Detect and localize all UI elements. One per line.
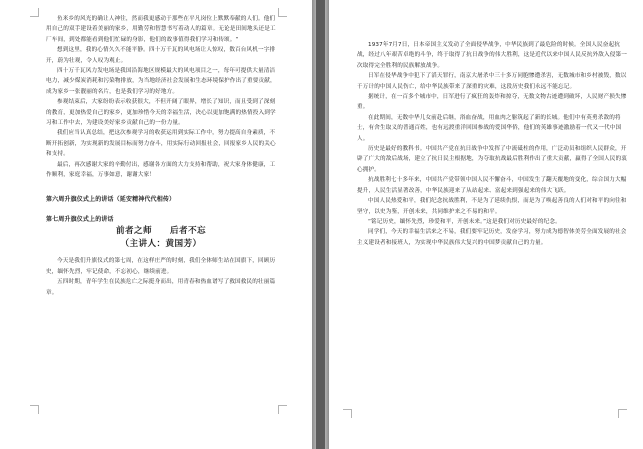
body-paragraph: 在此期间，无数中华儿女前赴后继，浴血奋战，用血肉之躯筑起了新的长城。他们中有英勇杀敌的将士，有舍生取义的普通百姓，也有远渡重洋回国参战的爱国华侨，他们的英雄事迹激励着一代又一代中国人。 <box>357 114 622 142</box>
body-paragraph: 抗战胜利七十多年来，中国共产党带领中国人民不懈奋斗，中国发生了翻天覆地的变化，综合国力大幅提升，人民生活显著改善，中华民族迎来了从站起来、富起来到强起来的伟大飞跃。 <box>357 177 627 194</box>
body-paragraph: 中国人民热爱和平，我们纪念抗战胜利，不是为了延续仇恨，而是为了唤起善良的人们对和平的向往和坚守，以史为鉴，开创未来，共同维护来之不易的和平。 <box>357 198 627 215</box>
page-corner-mark <box>278 405 287 414</box>
body-paragraph: “铭记历史，缅怀先烈，珍爱和平，开创未来。”这是我们对历史最好的纪念。 <box>368 218 561 225</box>
body-paragraph: 日军在侵华战争中犯下了滔天罪行，南京大屠杀中三十多万同胞惨遭杀害，无数城市和乡村被毁，数以千万计的中国人民伤亡，给中华民族带来了深重的灾难，这段历史我们永远不能忘记。 <box>357 73 627 90</box>
body-paragraph: 1937年7月7日，日本帝国主义发动了全面侵华战争，中华民族到了最危险的时候。全国人民奋起抗战，经过八年艰苦卓绝的斗争，终于取得了抗日战争的伟大胜利，这是近代以来中国人民反抗外敌入侵第一次取得完全胜利的民族解放战争。 <box>357 42 627 69</box>
section-heading: 第六周升旗仪式上的讲话（延安精神代代相传） <box>46 195 176 203</box>
page-corner-mark <box>618 409 627 418</box>
right-page <box>329 0 643 449</box>
body-paragraph: 鱼米乡的风光的确让人神往，然而我更感动于那些在平凡岗位上默默奉献的人们。他们用自己的双手建设着美丽的家乡，用勤劳和智慧书写着动人的篇章。无论是田间地头还是工厂车间，到处都能看到他们忙碌的身影，他们的故事值得我们学习和传颂。“ <box>46 16 276 43</box>
body-paragraph: 参观结束后，大家纷纷表示收获很大，不但开阔了眼界，增长了知识，而且受到了深刻的教育，更加热爱自己的家乡，更加珍惜今天的幸福生活，决心以更加饱满的热情投入到学习和工作中去，为建设美好家乡贡献自己的一份力量。 <box>46 99 276 127</box>
body-paragraph: 最后，再次感谢大家的辛勤付出，感谢各方面的大力支持和帮助，祝大家身体健康，工作顺利，家庭幸福，万事如意，谢谢大家！ <box>46 161 276 179</box>
article-title-part: 前者之师 <box>116 226 152 237</box>
body-paragraph: 今天是我们升旗仪式的第七周，在这样庄严的时刻，我们全体师生站在国旗下，回顾历史，缅怀先烈，牢记使命，不忘初心，继续前进。 <box>46 258 276 275</box>
page-corner-mark <box>30 8 39 17</box>
page-corner-mark <box>278 8 287 17</box>
body-paragraph: 五四时期，青年学生在民族危亡之际挺身而出，用青春和热血谱写了救国救民的壮丽篇章。 <box>46 279 276 296</box>
body-paragraph: 我们应当认真总结，把这次参观学习的收获运用到实际工作中，努力提高自身素质，不断开拓创新，为实现新的发展目标而努力奋斗，用实际行动回报社会，回报家乡人民的关心和支持。 <box>46 130 276 158</box>
page-gutter <box>312 0 329 449</box>
right-page-text <box>357 40 629 248</box>
left-page <box>0 0 312 449</box>
page-corner-mark <box>343 409 352 418</box>
page-separator <box>316 0 325 449</box>
body-paragraph: 四十万千瓦风力发电场是我国沿海地区规模最大的风电项目之一，每年可提供大量清洁电力，减少煤炭消耗和污染物排放，为当地经济社会发展和生态环境保护作出了重要贡献，成为家乡一张靓丽的名片，也是我们学习的好地方。 <box>46 68 276 95</box>
body-paragraph: 历史是最好的教科书。中国共产党在抗日战争中发挥了中流砥柱的作用，广泛动员和组织人民群众，开辟了广大的敌后战场，建立了抗日民主根据地，为夺取抗战最后胜利作出了重大贡献，赢得了全国人民的衷心拥护。 <box>357 146 627 173</box>
article-title-part: 后者不忘 <box>170 226 206 237</box>
page-corner-mark <box>30 405 39 414</box>
body-paragraph: 据统计，在一百多个城市中，日军进行了疯狂的轰炸和掠夺，无数文物古迹遭到破坏，人民财产损失惨重。 <box>357 94 627 111</box>
section-heading: 第七周升旗仪式上的讲话 <box>46 215 114 223</box>
body-paragraph: 同学们，今天的幸福生活来之不易，我们要牢记历史，发奋学习，努力成为德智体美劳全面发展的社会主义建设者和接班人，为实现中华民族伟大复兴的中国梦贡献自己的力量。 <box>357 229 627 246</box>
speaker-line: （主讲人：黄国芳） <box>120 239 202 250</box>
body-paragraph: 想到这里，我的心情久久不能平静。四十万千瓦的风电场让人惊叹，数百台风机一字排开，蔚为壮观，令人叹为观止。 <box>46 47 276 64</box>
article-title <box>46 225 276 238</box>
left-page-text <box>46 14 276 298</box>
